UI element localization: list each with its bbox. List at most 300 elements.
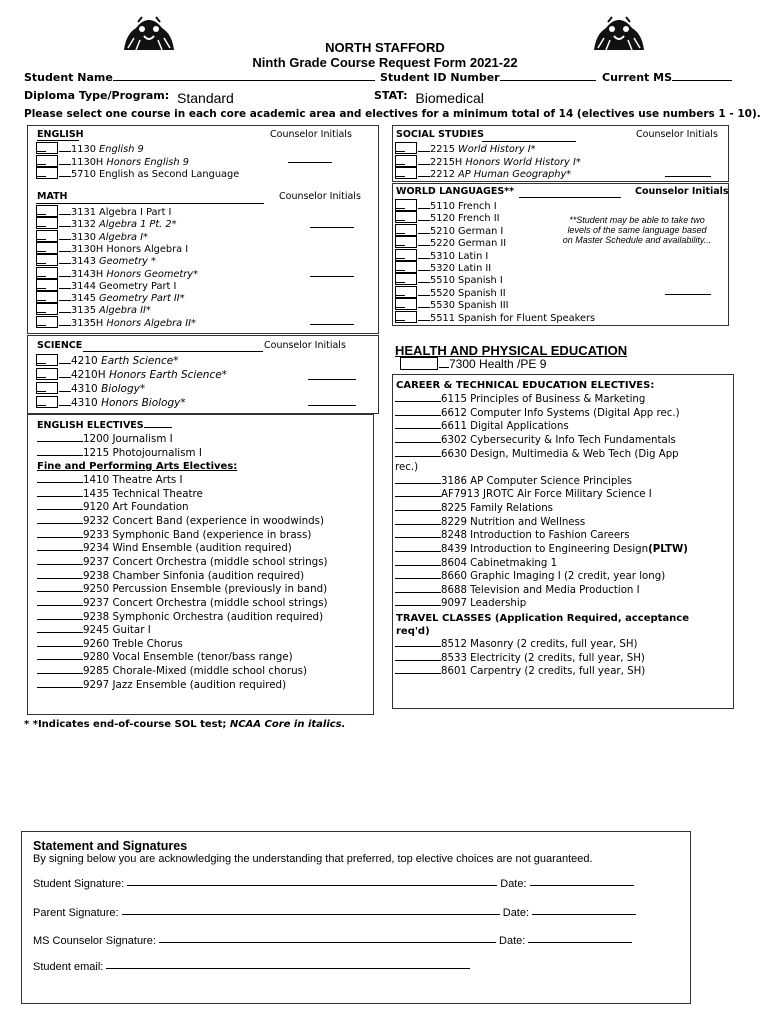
blank-line xyxy=(59,176,71,177)
student-signature-field[interactable]: Student Signature: Date: xyxy=(33,878,634,890)
blank-line xyxy=(59,312,71,313)
course-code: 3143 xyxy=(71,256,96,268)
course-name: Honors Geometry* xyxy=(103,268,198,280)
course-code: 9260 xyxy=(83,637,110,650)
cte-course: 8439 Introduction to Engineering Design xyxy=(441,543,649,555)
course-name: Honors English 9 xyxy=(103,156,189,168)
selection-blank[interactable] xyxy=(37,673,83,674)
cte-row[interactable] xyxy=(395,557,557,571)
course-code: 5210 xyxy=(430,225,455,237)
course-code: 5320 xyxy=(430,263,455,274)
course-name: Honors Algebra I xyxy=(103,243,189,255)
student-name-field[interactable] xyxy=(24,71,375,84)
travel-row[interactable] xyxy=(395,638,638,652)
course-name: Photojournalism I xyxy=(109,446,202,459)
current-ms-label: Current MS xyxy=(602,71,673,84)
fine-arts-row[interactable] xyxy=(37,651,293,663)
course-code: 9238 xyxy=(83,569,110,582)
english-elective-row[interactable] xyxy=(37,433,173,445)
social-studies-row[interactable] xyxy=(395,167,571,181)
blank-line xyxy=(418,270,430,271)
student-name-label: Student Name xyxy=(24,71,113,84)
selection-blank[interactable] xyxy=(395,660,441,661)
science-title-line xyxy=(83,351,263,352)
fine-arts-row[interactable] xyxy=(37,529,311,541)
selection-blank[interactable] xyxy=(37,509,83,510)
cte-course: 3186 AP Computer Science Principles xyxy=(441,475,632,487)
math-title-line xyxy=(36,203,264,204)
course-code: 5511 xyxy=(430,312,455,324)
selection-blank[interactable] xyxy=(395,578,441,579)
cte-course: 8229 Nutrition and Wellness xyxy=(441,516,586,528)
selection-blank[interactable] xyxy=(37,564,83,565)
blank-line xyxy=(59,300,71,301)
blank-line xyxy=(418,320,430,321)
travel-title: TRAVEL CLASSES (Application Required, acceptance req'd) xyxy=(396,613,690,637)
math-title: MATH xyxy=(37,191,68,202)
course-checkbox[interactable] xyxy=(36,316,58,328)
health-checkbox[interactable] xyxy=(400,357,438,370)
selection-blank[interactable] xyxy=(395,401,441,402)
blank-line xyxy=(59,377,71,378)
selection-blank[interactable] xyxy=(37,550,83,551)
math-initials-line-1[interactable] xyxy=(310,227,354,228)
selection-blank[interactable] xyxy=(395,510,441,511)
pltw-label: (PLTW) xyxy=(648,543,688,555)
course-code: 3132 xyxy=(71,219,96,231)
course-name: Latin II xyxy=(454,263,492,274)
english-initials-line[interactable] xyxy=(288,162,332,163)
selection-blank[interactable] xyxy=(395,524,441,525)
cte-course: 8248 Introduction to Fashion Careers xyxy=(441,530,630,542)
fine-arts-row[interactable] xyxy=(37,501,189,513)
fine-arts-row[interactable] xyxy=(37,474,183,486)
course-name: Spanish III xyxy=(454,300,509,312)
cte-row[interactable] xyxy=(395,584,640,598)
blank-line xyxy=(418,307,430,308)
course-name: Wind Ensemble (audition required) xyxy=(109,542,292,555)
signatures-box xyxy=(21,831,691,1004)
course-code: 9232 xyxy=(83,514,110,527)
blank-line xyxy=(418,208,430,209)
fine-arts-row[interactable] xyxy=(37,488,203,500)
school-name: NORTH STAFFORD xyxy=(325,40,445,55)
cte-row[interactable] xyxy=(395,448,679,462)
course-name: Algebra 1 Pt. 2* xyxy=(95,219,177,231)
course-name: Honors Earth Science* xyxy=(105,369,227,381)
wl-note: **Student may be able to take two levels of the same language based on Master Schedule and availability... xyxy=(562,215,712,245)
cte-row[interactable] xyxy=(395,502,553,516)
course-name: Concert Orchestra (middle school strings) xyxy=(109,596,328,609)
cte-course: 8225 Family Relations xyxy=(441,503,553,515)
course-code: 3130 xyxy=(71,231,96,243)
cte-row[interactable] xyxy=(395,407,680,421)
fine-arts-row[interactable] xyxy=(37,679,286,691)
course-name: Art Foundation xyxy=(109,501,189,514)
selection-blank[interactable] xyxy=(37,578,83,579)
course-name: Concert Orchestra (middle school strings) xyxy=(109,555,328,568)
cte-course: 6302 Cybersecurity & Info Tech Fundamentals xyxy=(441,434,676,446)
course-name: Biology* xyxy=(97,383,146,395)
course-name: Earth Science* xyxy=(97,355,179,367)
cte-course: AF7913 JROTC Air Force Military Science I xyxy=(441,489,652,501)
travel-course: 8601 Carpentry (2 credits, full year, SH) xyxy=(441,666,646,678)
blank-line xyxy=(418,233,430,234)
course-checkbox[interactable] xyxy=(36,396,58,408)
course-code: 3130H xyxy=(71,243,104,255)
course-checkbox[interactable] xyxy=(36,205,58,217)
course-code: 9285 xyxy=(83,665,110,678)
course-code: 3131 xyxy=(71,207,96,218)
selection-blank[interactable] xyxy=(37,687,83,688)
cte-course: 6611 Digital Applications xyxy=(441,421,569,433)
wl-title-line xyxy=(519,197,621,198)
selection-blank[interactable] xyxy=(37,482,83,483)
course-checkbox[interactable] xyxy=(395,224,417,236)
blank-line xyxy=(59,391,71,392)
travel-row[interactable] xyxy=(395,665,645,679)
world-language-row[interactable] xyxy=(395,311,595,325)
course-code: 3135H xyxy=(71,317,104,329)
course-name: Theatre Arts I xyxy=(109,474,183,486)
cte-row[interactable] xyxy=(395,529,630,543)
course-code: 5310 xyxy=(430,250,455,262)
selection-blank[interactable] xyxy=(395,456,441,457)
course-code: 9297 xyxy=(83,678,110,691)
selection-blank[interactable] xyxy=(37,496,83,497)
course-name: Algebra I* xyxy=(95,231,148,243)
course-name: German I xyxy=(454,225,504,237)
course-checkbox[interactable] xyxy=(395,211,417,223)
blank-line xyxy=(59,263,71,264)
course-checkbox[interactable] xyxy=(395,236,417,248)
blank-line xyxy=(418,295,430,296)
course-name: Latin I xyxy=(454,250,489,262)
course-checkbox[interactable] xyxy=(36,279,58,291)
signatures-description: By signing below you are acknowledging the understanding that preferred, top elective choices are not guaranteed. xyxy=(33,853,593,865)
blank-line xyxy=(59,288,71,289)
course-code: 9120 xyxy=(83,501,110,514)
selection-blank[interactable] xyxy=(395,496,441,497)
course-checkbox[interactable] xyxy=(395,273,417,285)
course-name: Chamber Sinfonia (audition required) xyxy=(109,569,305,582)
travel-course: 8533 Electricity (2 credits, full year, SH) xyxy=(441,652,645,664)
selection-blank[interactable] xyxy=(37,591,83,592)
social-initials-line[interactable] xyxy=(665,176,711,177)
course-checkbox[interactable] xyxy=(36,217,58,229)
blank-line xyxy=(418,282,430,283)
selection-blank[interactable] xyxy=(395,646,441,647)
selection-blank[interactable] xyxy=(395,592,441,593)
course-name: Symphonic Orchestra (audition required) xyxy=(109,610,324,623)
fine-arts-title: Fine and Performing Arts Electives: xyxy=(37,461,238,472)
selection-blank[interactable] xyxy=(37,632,83,633)
wl-initials-line[interactable] xyxy=(665,294,711,295)
course-checkbox[interactable] xyxy=(36,354,58,366)
cte-row[interactable] xyxy=(395,434,676,448)
fine-arts-row[interactable] xyxy=(37,583,327,595)
cte-course: 6612 Computer Info Systems (Digital App rec.) xyxy=(441,407,680,419)
selection-blank[interactable] xyxy=(37,523,83,524)
fine-arts-row[interactable] xyxy=(37,542,292,554)
parent-signature-field[interactable]: Parent Signature: Date: xyxy=(33,907,636,919)
course-checkbox[interactable] xyxy=(36,382,58,394)
diploma-type-field[interactable] xyxy=(24,86,234,106)
counselor-signature-field[interactable]: MS Counselor Signature: Date: xyxy=(33,935,632,947)
science-row[interactable] xyxy=(36,354,179,367)
blank-line xyxy=(59,164,71,165)
math-counselor-initials: Counselor Initials xyxy=(279,191,361,202)
selection-blank[interactable] xyxy=(395,415,441,416)
diploma-label: Diploma Type/Program: xyxy=(24,89,170,102)
course-checkbox[interactable] xyxy=(395,286,417,298)
science-counselor-initials: Counselor Initials xyxy=(264,340,346,351)
fine-arts-row[interactable] xyxy=(37,611,323,623)
course-name: Honors Algebra II* xyxy=(103,317,196,329)
cte-row[interactable] xyxy=(395,475,632,489)
course-code: 9233 xyxy=(83,528,110,541)
course-code: 4210 xyxy=(71,355,98,367)
course-name: Honors Biology* xyxy=(97,397,186,409)
course-name: Spanish for Fluent Speakers xyxy=(454,312,596,324)
cte-course: rec.) xyxy=(395,462,419,474)
student-email-field[interactable]: Student email: xyxy=(33,961,470,973)
course-code: 9238 xyxy=(83,610,110,623)
selection-blank[interactable] xyxy=(37,646,83,647)
course-name: Percussion Ensemble (previously in band) xyxy=(109,583,328,596)
fine-arts-row[interactable] xyxy=(37,665,307,677)
course-name: Spanish I xyxy=(454,275,503,287)
course-checkbox[interactable] xyxy=(36,254,58,266)
course-name: Technical Theatre xyxy=(109,487,203,500)
course-name: Vocal Ensemble (tenor/bass range) xyxy=(109,651,293,664)
course-checkbox[interactable] xyxy=(36,267,58,279)
selection-blank[interactable] xyxy=(37,619,83,620)
course-code: 1435 xyxy=(83,487,110,500)
course-code: 4210H xyxy=(71,369,106,381)
course-name: Journalism I xyxy=(109,433,173,445)
course-code: 4310 xyxy=(71,383,98,395)
course-checkbox[interactable] xyxy=(36,230,58,242)
form-title: Ninth Grade Course Request Form 2021-22 xyxy=(252,55,518,70)
travel-row[interactable] xyxy=(395,652,645,666)
wl-counselor-initials: Counselor Initials xyxy=(635,186,729,197)
fine-arts-row[interactable] xyxy=(37,597,328,609)
course-code: 1130H xyxy=(71,156,104,168)
blank-line xyxy=(59,276,71,277)
course-name: Honors World History I* xyxy=(462,156,581,168)
blank-line xyxy=(59,151,71,152)
health-row[interactable] xyxy=(396,357,546,371)
blank-line xyxy=(59,251,71,252)
course-checkbox[interactable] xyxy=(395,199,417,211)
course-name: Symphonic Band (experience in brass) xyxy=(109,528,312,541)
instructions: Please select one course in each core academic area and electives for a minimum total of 14 (electives use numbers 1 - 10). xyxy=(24,108,761,120)
diploma-value: Standard xyxy=(177,90,234,106)
course-name: AP Human Geography* xyxy=(454,169,572,180)
course-code: 5710 xyxy=(71,169,96,180)
fine-arts-row[interactable] xyxy=(37,624,151,636)
course-code: 4310 xyxy=(71,397,98,409)
course-checkbox[interactable] xyxy=(36,242,58,254)
science-initials-line-2[interactable] xyxy=(308,405,356,406)
selection-blank[interactable] xyxy=(395,565,441,566)
fine-arts-row[interactable] xyxy=(37,556,328,568)
course-code: 9234 xyxy=(83,542,110,555)
blank-line xyxy=(59,239,71,240)
course-checkbox[interactable] xyxy=(395,261,417,273)
selection-blank[interactable] xyxy=(395,428,441,429)
course-code: 2212 xyxy=(430,169,455,180)
course-code: 3144 xyxy=(71,280,96,292)
stat-field[interactable] xyxy=(374,86,484,106)
selection-blank[interactable] xyxy=(37,659,83,660)
social-studies-title: SOCIAL STUDIES xyxy=(396,129,484,140)
cte-title: CAREER & TECHNICAL EDUCATION ELECTIVES: xyxy=(396,380,655,391)
cte-row[interactable] xyxy=(395,570,665,584)
course-code: 3135 xyxy=(71,305,96,317)
blank-line xyxy=(59,214,71,215)
course-checkbox[interactable] xyxy=(36,368,58,380)
blank-line xyxy=(59,405,71,406)
selection-blank[interactable] xyxy=(395,673,441,674)
course-code: 3145 xyxy=(71,293,96,305)
course-name: Jazz Ensemble (audition required) xyxy=(109,678,287,691)
course-name: Geometry * xyxy=(95,256,156,268)
course-code: 9237 xyxy=(83,596,110,609)
english-title: ENGLISH xyxy=(37,129,84,140)
course-code: 1130 xyxy=(71,144,96,155)
blank-line xyxy=(418,245,430,246)
science-title: SCIENCE xyxy=(37,340,83,351)
blank-line xyxy=(59,226,71,227)
science-initials-line-1[interactable] xyxy=(308,379,356,380)
course-name: Algebra I Part I xyxy=(95,207,172,218)
blank-line xyxy=(59,325,71,326)
cte-course: 6630 Design, Multimedia & Web Tech (Dig App xyxy=(441,448,679,460)
blank-line xyxy=(418,176,430,177)
stat-label: STAT: xyxy=(374,89,408,102)
course-name: Spanish II xyxy=(454,287,506,299)
course-checkbox[interactable] xyxy=(395,298,417,310)
cte-row[interactable] xyxy=(395,597,526,611)
course-checkbox[interactable] xyxy=(36,291,58,303)
english-counselor-initials: Counselor Initials xyxy=(270,129,352,140)
blank-line xyxy=(418,164,430,165)
course-code: 1215 xyxy=(83,446,110,459)
math-initials-line-2[interactable] xyxy=(310,276,354,277)
course-checkbox[interactable] xyxy=(36,167,58,179)
course-code: 2215 xyxy=(430,144,455,155)
course-code: 5530 xyxy=(430,300,455,312)
course-checkbox[interactable] xyxy=(395,142,417,154)
course-checkbox[interactable] xyxy=(395,155,417,167)
student-id-field[interactable] xyxy=(380,71,596,84)
math-row[interactable] xyxy=(36,316,196,330)
selection-blank[interactable] xyxy=(395,551,441,552)
selection-blank[interactable] xyxy=(395,537,441,538)
science-row[interactable] xyxy=(36,368,227,381)
blank-line xyxy=(418,151,430,152)
course-name: Chorale-Mixed (middle school chorus) xyxy=(109,665,307,678)
course-code: 9280 xyxy=(83,651,110,664)
world-languages-title: WORLD LANGUAGES** xyxy=(396,186,515,197)
selection-blank[interactable] xyxy=(37,455,83,456)
course-name: Treble Chorus xyxy=(109,637,183,650)
course-code: 1410 xyxy=(83,474,110,486)
course-code: 1200 xyxy=(83,433,110,445)
selection-blank[interactable] xyxy=(395,605,441,606)
fine-arts-row[interactable] xyxy=(37,515,324,527)
signatures-title: Statement and Signatures xyxy=(33,839,188,853)
cte-row[interactable] xyxy=(395,420,569,434)
student-id-label: Student ID Number xyxy=(380,71,500,84)
course-name: Guitar I xyxy=(109,624,151,637)
course-name: English 9 xyxy=(95,144,144,155)
course-checkbox[interactable] xyxy=(395,167,417,179)
cte-row[interactable] xyxy=(395,543,688,557)
selection-blank[interactable] xyxy=(395,442,441,443)
course-name: English as Second Language xyxy=(95,169,240,180)
selection-blank[interactable] xyxy=(395,483,441,484)
selection-blank[interactable] xyxy=(37,537,83,538)
cte-course: 8604 Cabinetmaking 1 xyxy=(441,557,558,569)
cte-row-continuation xyxy=(395,461,418,475)
math-initials-line-3[interactable] xyxy=(310,324,354,325)
current-ms-field[interactable] xyxy=(602,71,732,84)
course-code: 2215H xyxy=(430,156,463,168)
course-code: 5520 xyxy=(430,287,455,299)
cte-row[interactable] xyxy=(395,516,585,530)
cte-course: 8660 Graphic Imaging I (2 credit, year long) xyxy=(441,571,666,583)
course-checkbox[interactable] xyxy=(395,311,417,323)
cte-row[interactable] xyxy=(395,393,645,407)
travel-course: 8512 Masonry (2 credits, full year, SH) xyxy=(441,639,638,650)
course-name: Geometry Part II* xyxy=(95,293,185,305)
fine-arts-row[interactable] xyxy=(37,570,304,582)
footnote: * *Indicates end-of-course SOL test; NCAA Core in italics. xyxy=(24,719,346,730)
course-code: 9245 xyxy=(83,624,110,637)
course-code: 5120 xyxy=(430,213,455,225)
blank-line xyxy=(418,220,430,221)
course-checkbox[interactable] xyxy=(395,249,417,261)
course-name: Concert Band (experience in woodwinds) xyxy=(109,514,325,527)
selection-blank[interactable] xyxy=(37,441,83,442)
science-row[interactable] xyxy=(36,396,186,409)
course-code: 3143H xyxy=(71,268,104,280)
science-row[interactable] xyxy=(36,382,145,395)
blank-line xyxy=(59,363,71,364)
stat-value: Biomedical xyxy=(415,90,484,106)
course-checkbox[interactable] xyxy=(36,142,58,154)
course-code: 5510 xyxy=(430,275,455,287)
course-code: 5110 xyxy=(430,201,455,212)
course-name: French I xyxy=(454,201,497,212)
course-checkbox[interactable] xyxy=(36,155,58,167)
cte-course: 6115 Principles of Business & Marketing xyxy=(441,394,646,405)
course-code: 9237 xyxy=(83,555,110,568)
selection-blank[interactable] xyxy=(37,605,83,606)
course-name: Geometry Part I xyxy=(95,280,177,292)
english-row[interactable] xyxy=(36,167,239,181)
cte-course: 9097 Leadership xyxy=(441,598,527,610)
fine-arts-row[interactable] xyxy=(37,638,183,650)
english-elective-row[interactable] xyxy=(37,447,202,459)
blank-line xyxy=(418,258,430,259)
cte-row[interactable] xyxy=(395,488,652,502)
course-checkbox[interactable] xyxy=(36,303,58,315)
health-title: HEALTH AND PHYSICAL EDUCATION xyxy=(395,343,628,358)
